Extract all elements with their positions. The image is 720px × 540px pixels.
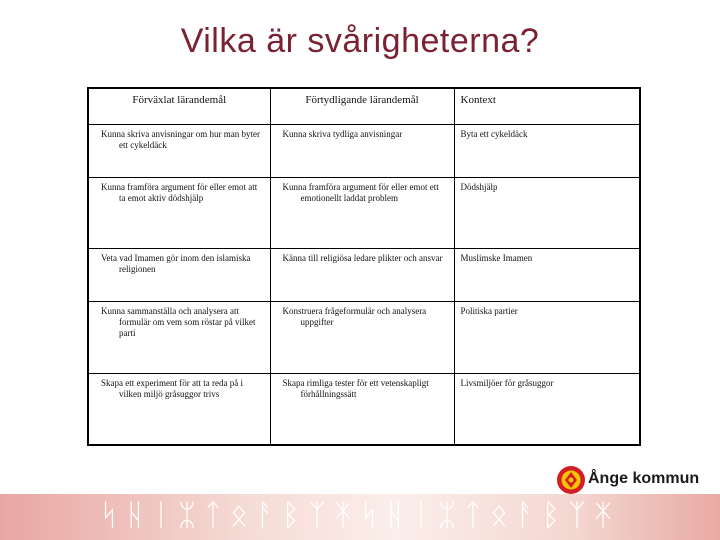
cell-text: Kunna sammanställa och analysera att formulär om vem som röstar på vilket parti	[101, 305, 256, 338]
table-cell	[88, 248, 270, 301]
table-row	[88, 124, 640, 177]
table-cell	[270, 177, 454, 248]
table-cell	[454, 301, 640, 373]
table-header-row	[88, 88, 640, 124]
table-cell	[454, 248, 640, 301]
cell-text: Dödshjälp	[460, 181, 498, 192]
cell-text: Kunna framföra argument för eller emot att ta emot aktiv dödshjälp	[101, 181, 258, 203]
table-cell	[454, 177, 640, 248]
cell-text: Kunna framföra argument för eller emot ett emotionellt laddat problem	[282, 181, 439, 203]
table-row	[88, 248, 640, 301]
table-row	[88, 301, 640, 373]
header-context: Kontext	[454, 88, 640, 124]
slide-title: Vilka är svårigheterna?	[180, 22, 540, 60]
table-cell	[88, 177, 270, 248]
cell-text: Byta ett cykeldäck	[460, 128, 528, 139]
table-cell	[454, 124, 640, 177]
table-cell	[270, 124, 454, 177]
cell-text: Skapa ett experiment för att ta reda på i vilken miljö gråsuggor trivs	[101, 377, 243, 399]
table-row	[88, 177, 640, 248]
logo-text: Ånge kommun	[588, 470, 700, 487]
cell-text: Livsmiljöer för gråsuggor	[460, 377, 554, 388]
cell-text: Veta vad Imamen gör inom den islamiska religionen	[101, 252, 251, 274]
cell-text: Kunna skriva tydliga anvisningar	[282, 128, 403, 139]
header-confused-goal: Förväxlat lärandemål	[88, 88, 270, 124]
cell-text: Politiska partier	[460, 305, 518, 316]
cell-text: Kunna skriva anvisningar om hur man byter ett cykeldäck	[101, 128, 260, 150]
cell-text: Skapa rimliga tester för ett vetenskapligt förhållningssätt	[282, 377, 429, 399]
municipality-shield-icon	[556, 464, 586, 496]
cell-text: Känna till religiösa ledare plikter och ansvar	[282, 252, 443, 263]
learning-goals-table	[87, 87, 641, 446]
table-cell	[454, 373, 640, 445]
ange-kommun-logo	[556, 464, 716, 496]
table-cell	[88, 301, 270, 373]
table-cell	[270, 248, 454, 301]
table-row	[88, 373, 640, 445]
header-clarified-goal: Förtydligande lärandemål	[270, 88, 454, 124]
cell-text: Konstruera frågeformulär och analysera uppgifter	[282, 305, 427, 327]
cell-text: Muslimske Imamen	[460, 252, 533, 263]
footer-rune-pattern: ᛋᚺᛁᛯᛏᛟᚨᛒᛉᛡᛋᚺᛁᛯᛏᛟᚨᛒᛉᛡ	[100, 498, 620, 533]
table-cell	[88, 124, 270, 177]
table-cell	[88, 373, 270, 445]
table-cell	[270, 301, 454, 373]
table-cell	[270, 373, 454, 445]
